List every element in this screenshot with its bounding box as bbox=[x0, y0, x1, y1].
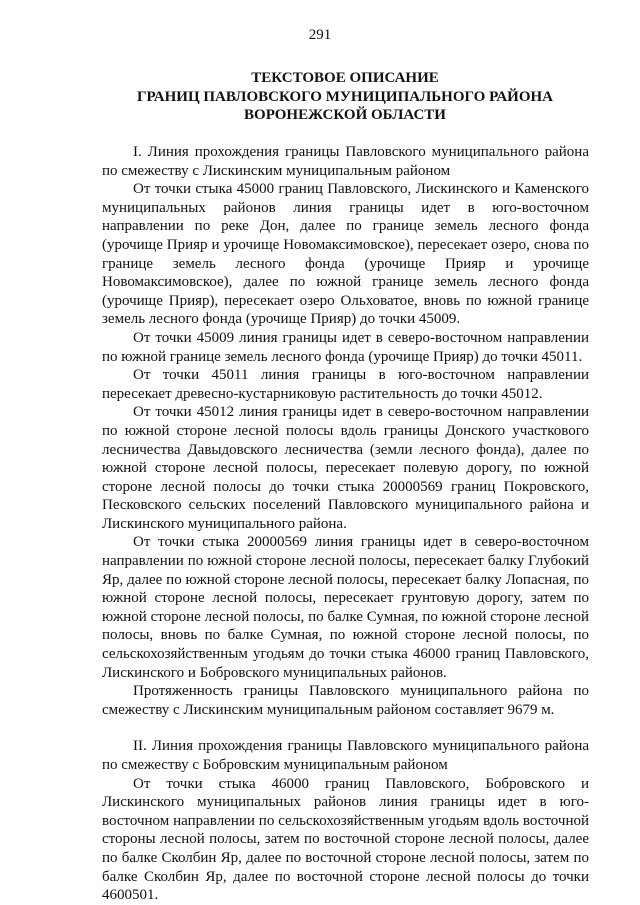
paragraph: От точки стыка 20000569 линия границы идет в северо-восточном направлении по южной стороне лесной полосы, пересекает балку Глубокий Яр, далее по южной стороне лесной полосы, пересекает балку Лопасная, по южной стороне лесной полосы, пересекает грунтовую дорогу, затем по южной стороне лесной полосы, по балке Сумная, по южной стороне лесной полосы, вновь по балке Сумная, по южной стороне лесной полосы, по сельскохозяйственным угодьям до точки стыка 46000 границ Павловского, Лискинского и Бобровского муниципальных районов. bbox=[102, 534, 589, 681]
paragraph: Протяженность границы Павловского муниципального района по смежеству с Лискинским муниципальным районом составляет 9679 м. bbox=[102, 683, 589, 718]
paragraph: От точки 45012 линия границы идет в северо-восточном направлении по южной стороне лесной полосы вдоль границы Донского участкового лесничества Давыдовского лесничества (земли лесного фонда), далее по южной стороне лесной полосы, пересекает полевую дорогу, по южной стороне лесной полосы до точки стыка 20000569 границ Покровского, Песковского сельских поселений Павловского муниципального района и Лискинского муниципального района. bbox=[102, 404, 589, 532]
paragraph: От точки стыка 46000 границ Павловского, Бобровского и Лискинского муниципальных районов линия границы идет в юго-восточном направлении по сельскохозяйственным угодьям вдоль восточной стороны лесной полосы, затем по восточной стороне лесной полосы, далее по балке Сколбин Яр, далее по восточной стороне лесной полосы, затем по балке Сколбин Яр, далее по восточной стороне лесной полосы до точки 4600501. bbox=[102, 775, 589, 904]
section-1-heading: I. Линия прохождения границы Павловского муниципального района по смежеству с Лискинским муниципальным районом bbox=[102, 144, 589, 179]
title-line-1: ТЕКСТОВОЕ ОПИСАНИЕ bbox=[251, 70, 439, 86]
paragraph: От точки 45011 линия границы в юго-восточном направлении пересекает древесно-кустарниковую растительность до точки 45012. bbox=[102, 367, 589, 402]
paragraph: От точки стыка 45000 границ Павловского, Лискинского и Каменского муниципальных районов линия границы идет в юго-восточном направлении по реке Дон, далее по границе земель лесного фонда (урочище Прияр и урочище Новомаксимовское), пересекает озеро, снова по границе земель лесного фонда (урочище Прияр и урочище Новомаксимовское), далее по южной границе земель лесного фонда (урочище Прияр), пересекает озеро Ольховатое, вновь по южной границе земель лесного фонда (урочище Прияр) до точки 45009. bbox=[102, 181, 589, 328]
paragraph: От точки 45009 линия границы идет в северо-восточном направлении по южной границе земель лесного фонда (урочище Прияр) до точки 45011. bbox=[102, 329, 589, 365]
page-number: 291 bbox=[308, 27, 332, 43]
document-body bbox=[102, 143, 589, 905]
title-line-3: ВОРОНЕЖСКОЙ ОБЛАСТИ bbox=[244, 107, 446, 123]
title-line-2: ГРАНИЦ ПАВЛОВСКОГО МУНИЦИПАЛЬНОГО РАЙОНА bbox=[136, 88, 553, 105]
document-title bbox=[100, 69, 590, 125]
section-2-heading: II. Линия прохождения границы Павловского муниципального района по смежеству с Бобровским муниципальным районом bbox=[102, 738, 589, 773]
